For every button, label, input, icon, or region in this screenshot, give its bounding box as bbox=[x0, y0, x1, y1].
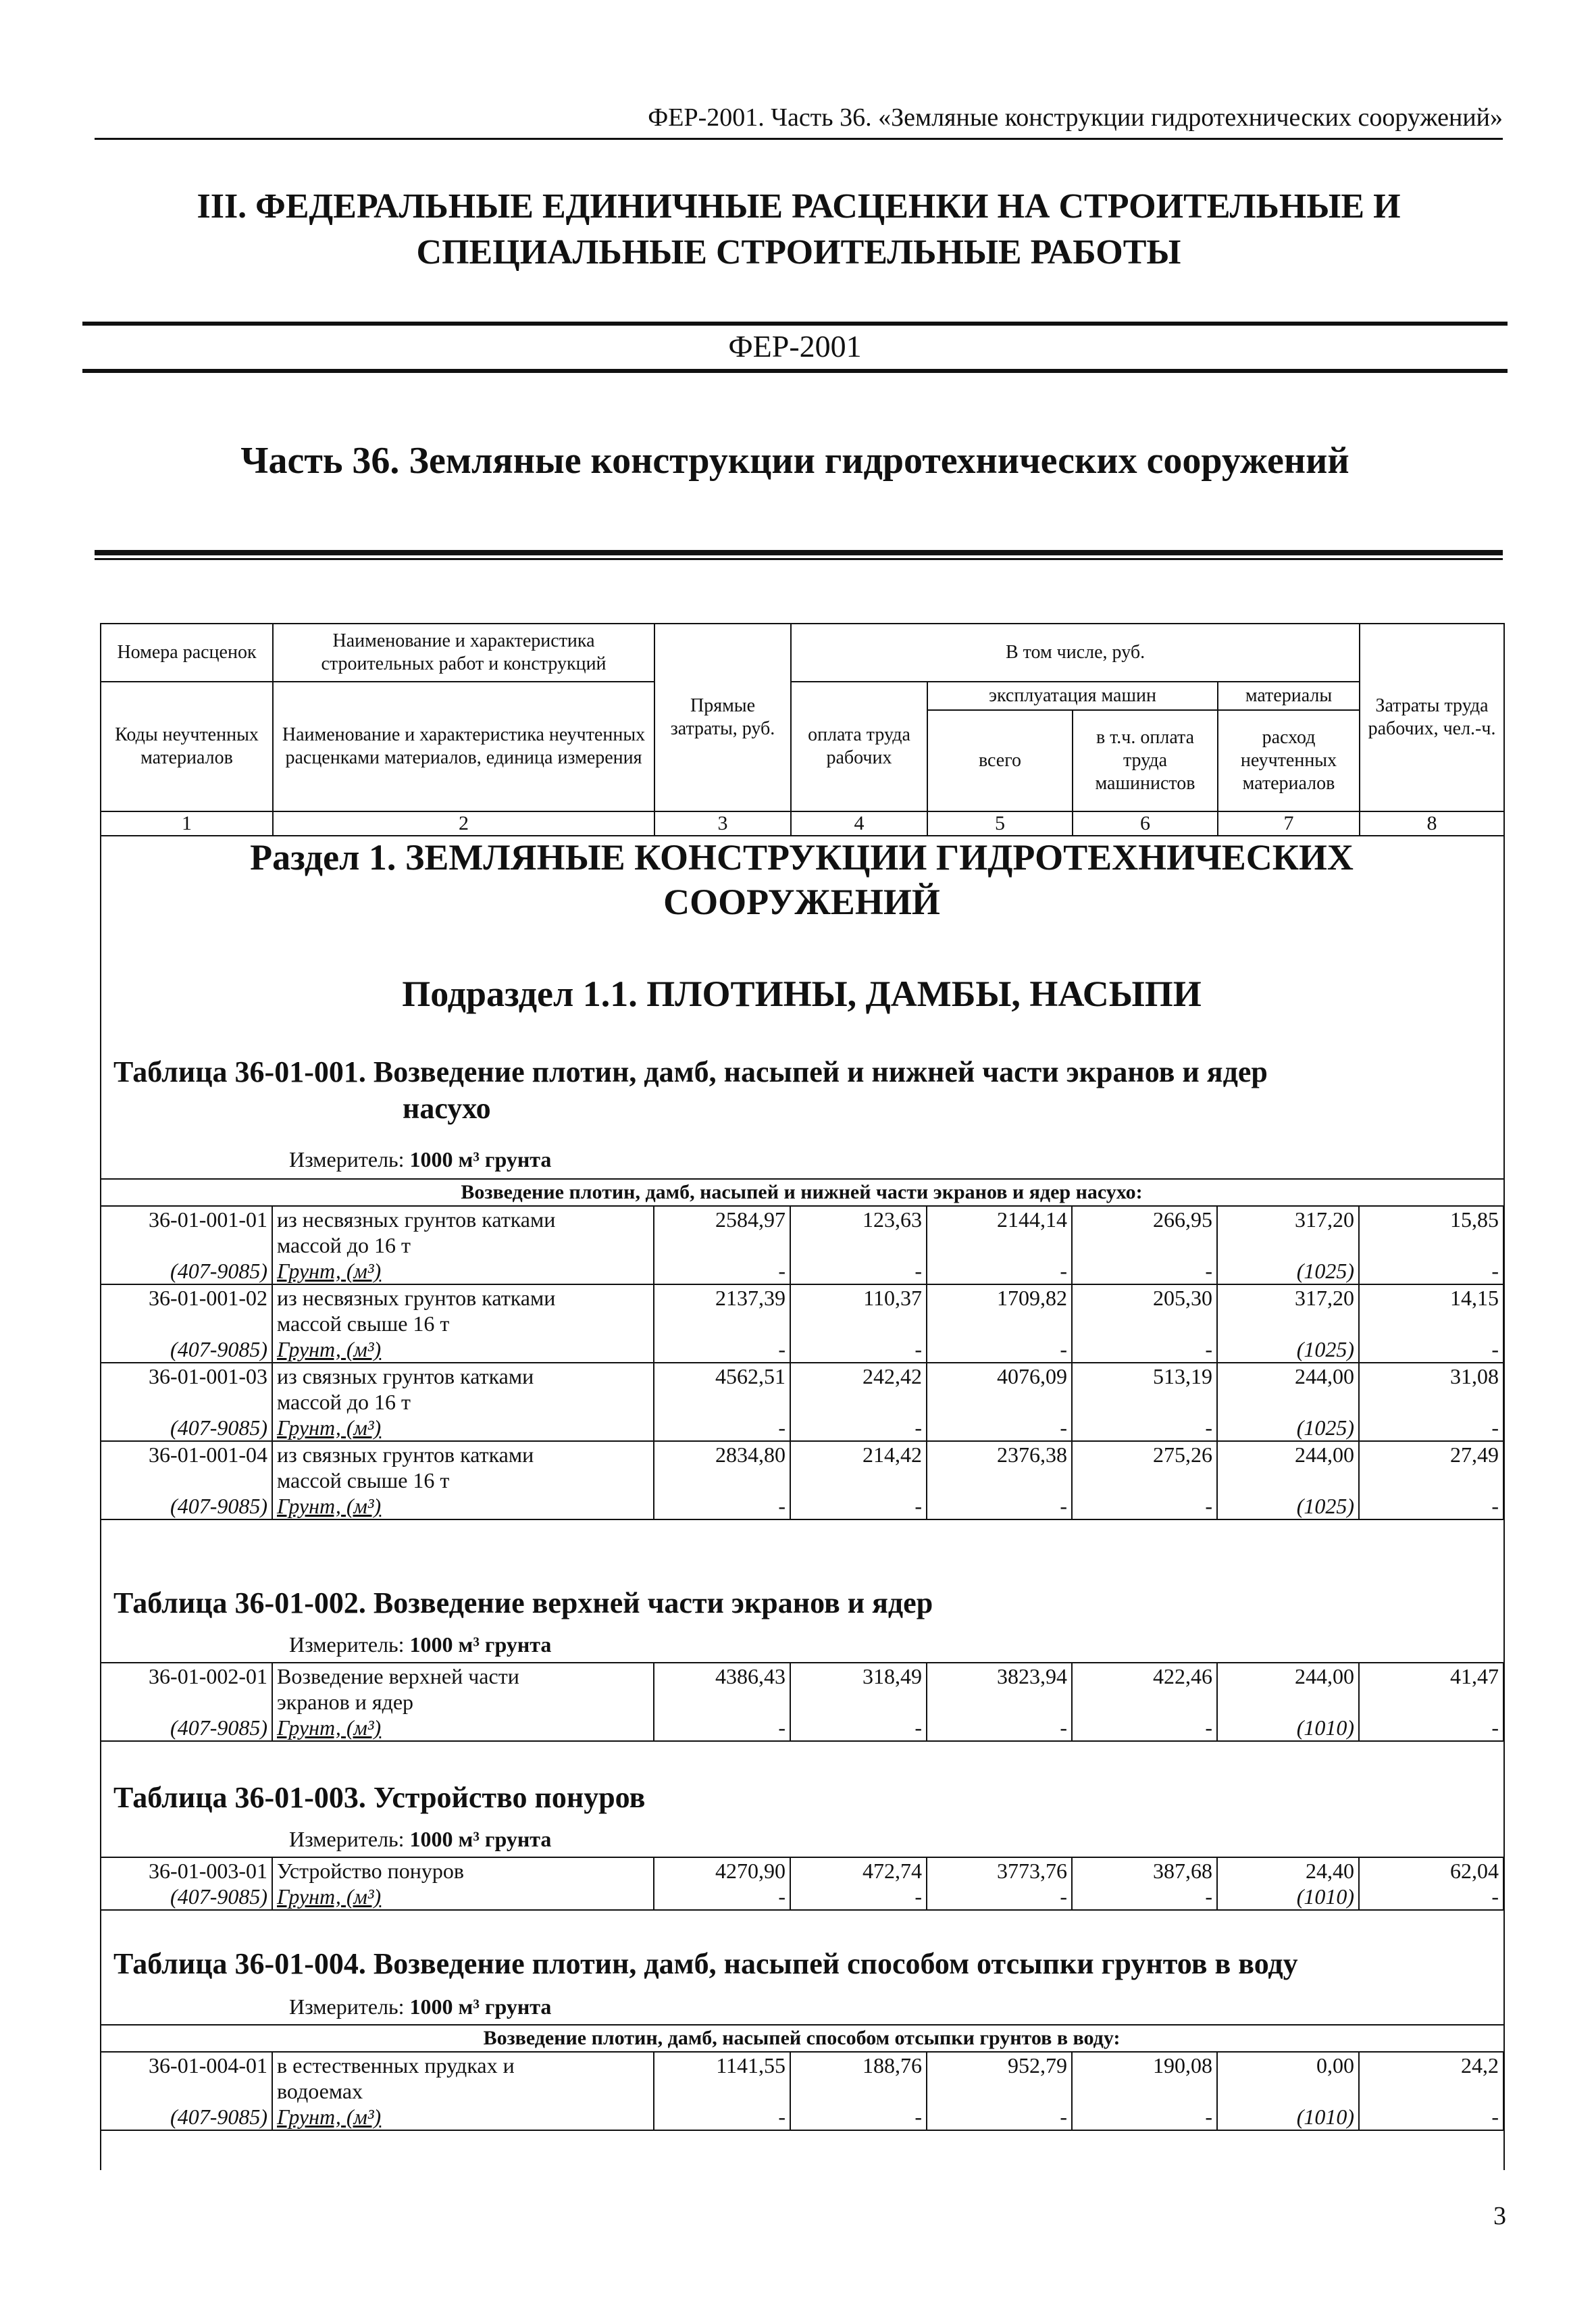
section-title-line-2: СООРУЖЕНИЙ bbox=[663, 882, 940, 922]
column-number: 1 bbox=[101, 811, 273, 836]
subsection-title: Подраздел 1.1. ПЛОТИНЫ, ДАМБЫ, НАСЫПИ bbox=[402, 974, 1202, 1014]
labor-hours: 31,08 bbox=[1359, 1363, 1503, 1415]
column-number: 2 bbox=[273, 811, 654, 836]
empty-value: - bbox=[654, 1715, 790, 1741]
machines-total: 2376,38 bbox=[927, 1441, 1072, 1493]
empty-value: - bbox=[790, 1884, 927, 1910]
direct-costs: 1141,55 bbox=[654, 2052, 790, 2104]
machines-total: 2144,14 bbox=[927, 1206, 1072, 1258]
empty-value: - bbox=[790, 1258, 927, 1284]
measure-value: 1000 м³ грунта bbox=[409, 1994, 552, 2019]
rate-code-continuation bbox=[100, 1467, 272, 1493]
machines-total: 3823,94 bbox=[927, 1663, 1072, 1715]
column-number: 7 bbox=[1218, 811, 1360, 836]
rate-code-continuation bbox=[100, 1311, 272, 1336]
rate-code-continuation bbox=[100, 1689, 272, 1715]
materials-cost: 244,00 bbox=[1217, 1663, 1359, 1715]
empty-value: - bbox=[1072, 1715, 1217, 1741]
rate-code: 36-01-004-01 bbox=[100, 2052, 272, 2078]
table-title-line-1: Таблица 36-01-001. Возведение плотин, дамб, насыпей и нижней части экранов и ядер bbox=[113, 1055, 1268, 1088]
labor-pay: 318,49 bbox=[790, 1663, 927, 1715]
empty-value: - bbox=[654, 1336, 790, 1363]
header-material-name: Наименование и характеристика неучтенных расценками материалов, единица измерения bbox=[273, 682, 654, 811]
direct-costs: 2834,80 bbox=[654, 1441, 790, 1493]
material-code: (407-9085) bbox=[100, 1493, 272, 1519]
table-group-heading: Возведение плотин, дамб, насыпей способом отсыпки грунтов в воду: bbox=[100, 2025, 1503, 2052]
material-row bbox=[100, 1715, 1503, 1741]
material-row bbox=[100, 1415, 1503, 1441]
empty-value: - bbox=[927, 1336, 1072, 1363]
page-number: 3 bbox=[1493, 2202, 1506, 2230]
operators-pay: 513,19 bbox=[1072, 1363, 1217, 1415]
materials-cost: 0,00 bbox=[1217, 2052, 1359, 2104]
empty-value: - bbox=[1359, 1493, 1503, 1519]
header-operators-pay: в т.ч. оплата труда машинистов bbox=[1073, 710, 1218, 811]
header-machines-group: эксплуатация машин bbox=[927, 682, 1218, 710]
empty-value: - bbox=[927, 1884, 1072, 1910]
work-name: водоемах bbox=[272, 2078, 654, 2104]
empty-value: - bbox=[1359, 1258, 1503, 1284]
empty-value: - bbox=[1072, 1884, 1217, 1910]
column-number: 4 bbox=[791, 811, 927, 836]
material-code: (407-9085) bbox=[100, 1884, 272, 1910]
empty-value: - bbox=[790, 2104, 927, 2130]
table-row bbox=[100, 1663, 1503, 1689]
material-name: Грунт, (м³) bbox=[272, 1884, 654, 1910]
table-measure bbox=[289, 1632, 551, 1657]
direct-costs: 2584,97 bbox=[654, 1206, 790, 1258]
materials-cost: 317,20 bbox=[1217, 1284, 1359, 1336]
material-name: Грунт, (м³) bbox=[272, 1715, 654, 1741]
measure-label: Измеритель: bbox=[289, 1632, 405, 1657]
machines-total: 952,79 bbox=[927, 2052, 1072, 2104]
direct-costs: 4270,90 bbox=[654, 1857, 790, 1884]
work-name: массой до 16 т bbox=[272, 1232, 654, 1258]
table-row bbox=[100, 1857, 1503, 1884]
measure-label: Измеритель: bbox=[289, 1827, 405, 1851]
header-materials-group: материалы bbox=[1218, 682, 1360, 710]
labor-hours: 24,2 bbox=[1359, 2052, 1503, 2104]
rates-table-36-01-001 bbox=[100, 1178, 1504, 1520]
materials-cost: 24,40 bbox=[1217, 1857, 1359, 1884]
labor-hours: 27,49 bbox=[1359, 1441, 1503, 1493]
operators-pay: 266,95 bbox=[1072, 1206, 1217, 1258]
page-header: ФЕР-2001. Часть 36. «Земляные конструкции гидротехнических сооружений» bbox=[648, 103, 1503, 132]
material-name: Грунт, (м³) bbox=[272, 1258, 654, 1284]
table-title-line-1: Таблица 36-01-004. Возведение плотин, дамб, насыпей способом отсыпки грунтов в воду bbox=[113, 1947, 1298, 1980]
direct-costs: 4386,43 bbox=[654, 1663, 790, 1715]
table-title-line-1: Таблица 36-01-003. Устройство понуров bbox=[113, 1781, 646, 1814]
material-quantity: (1025) bbox=[1217, 1336, 1359, 1363]
material-row bbox=[100, 1336, 1503, 1363]
rates-table-36-01-004 bbox=[100, 2024, 1504, 2131]
empty-value: - bbox=[654, 1884, 790, 1910]
operators-pay: 275,26 bbox=[1072, 1441, 1217, 1493]
labor-hours: 62,04 bbox=[1359, 1857, 1503, 1884]
empty-value: - bbox=[927, 1258, 1072, 1284]
empty-value: - bbox=[927, 2104, 1072, 2130]
table-row bbox=[100, 1363, 1503, 1389]
material-quantity: (1025) bbox=[1217, 1415, 1359, 1441]
header-work-name: Наименование и характеристика строительных работ и конструкций bbox=[273, 624, 654, 682]
column-header-table bbox=[100, 623, 1505, 836]
work-name: массой до 16 т bbox=[272, 1389, 654, 1415]
empty-value: - bbox=[927, 1493, 1072, 1519]
header-rate-number: Номера расценок bbox=[101, 624, 273, 682]
rule-thick bbox=[95, 550, 1503, 555]
material-row bbox=[100, 2104, 1503, 2130]
table-measure bbox=[289, 1994, 551, 2019]
table-title-line-1: Таблица 36-01-002. Возведение верхней части экранов и ядер bbox=[113, 1586, 933, 1619]
labor-hours: 14,15 bbox=[1359, 1284, 1503, 1336]
material-quantity: (1010) bbox=[1217, 1715, 1359, 1741]
rate-code: 36-01-001-01 bbox=[100, 1206, 272, 1232]
fer-rule-bottom bbox=[82, 369, 1508, 373]
table-row bbox=[100, 1284, 1503, 1311]
machines-total: 4076,09 bbox=[927, 1363, 1072, 1415]
operators-pay: 205,30 bbox=[1072, 1284, 1217, 1336]
rates-table-36-01-002 bbox=[100, 1662, 1504, 1742]
main-title-line-1: III. ФЕДЕРАЛЬНЫЕ ЕДИНИЧНЫЕ РАСЦЕНКИ НА СТРОИТЕЛЬНЫЕ И bbox=[197, 187, 1401, 226]
table-row bbox=[100, 2052, 1503, 2078]
labor-pay: 110,37 bbox=[790, 1284, 927, 1336]
section-title bbox=[101, 835, 1502, 924]
rate-code: 36-01-001-02 bbox=[100, 1284, 272, 1311]
header-direct-costs: Прямые затраты, руб. bbox=[654, 624, 791, 811]
empty-value: - bbox=[654, 1258, 790, 1284]
empty-value: - bbox=[1072, 1493, 1217, 1519]
empty-value: - bbox=[790, 1493, 927, 1519]
rate-code: 36-01-003-01 bbox=[100, 1857, 272, 1884]
empty-value: - bbox=[1359, 1336, 1503, 1363]
empty-value: - bbox=[1359, 1715, 1503, 1741]
material-code: (407-9085) bbox=[100, 1258, 272, 1284]
rate-code: 36-01-002-01 bbox=[100, 1663, 272, 1689]
material-code: (407-9085) bbox=[100, 1715, 272, 1741]
measure-label: Измеритель: bbox=[289, 1147, 405, 1172]
rates-table-36-01-003 bbox=[100, 1857, 1504, 1911]
empty-value: - bbox=[927, 1715, 1072, 1741]
table-row bbox=[100, 1441, 1503, 1467]
material-quantity: (1025) bbox=[1217, 1493, 1359, 1519]
header-material-codes: Коды неучтенных материалов bbox=[101, 682, 273, 811]
labor-pay: 472,74 bbox=[790, 1857, 927, 1884]
material-quantity: (1010) bbox=[1217, 1884, 1359, 1910]
table-title bbox=[113, 1585, 1464, 1621]
work-name: массой свыше 16 т bbox=[272, 1311, 654, 1336]
labor-pay: 214,42 bbox=[790, 1441, 927, 1493]
empty-value: - bbox=[790, 1336, 927, 1363]
material-row bbox=[100, 1884, 1503, 1910]
empty-value: - bbox=[1072, 1415, 1217, 1441]
rate-code-continuation bbox=[100, 1389, 272, 1415]
material-code: (407-9085) bbox=[100, 2104, 272, 2130]
operators-pay: 387,68 bbox=[1072, 1857, 1217, 1884]
work-name: экранов и ядер bbox=[272, 1689, 654, 1715]
column-number: 5 bbox=[927, 811, 1073, 836]
empty-value: - bbox=[790, 1715, 927, 1741]
column-number: 3 bbox=[654, 811, 791, 836]
material-row bbox=[100, 1258, 1503, 1284]
header-machines-total: всего bbox=[927, 710, 1073, 811]
rate-code: 36-01-001-03 bbox=[100, 1363, 272, 1389]
table-title bbox=[113, 1054, 1464, 1127]
machines-total: 1709,82 bbox=[927, 1284, 1072, 1336]
measure-value: 1000 м³ грунта bbox=[409, 1827, 552, 1851]
measure-value: 1000 м³ грунта bbox=[409, 1632, 552, 1657]
header-including-group: В том числе, руб. bbox=[791, 624, 1360, 682]
table-measure bbox=[289, 1827, 551, 1852]
empty-value: - bbox=[790, 1415, 927, 1441]
labor-pay: 188,76 bbox=[790, 2052, 927, 2104]
work-name: массой свыше 16 т bbox=[272, 1467, 654, 1493]
rule-thin bbox=[95, 558, 1503, 560]
table-title bbox=[113, 1946, 1464, 1982]
empty-value: - bbox=[654, 2104, 790, 2130]
table-group-heading: Возведение плотин, дамб, насыпей и нижней части экранов и ядер насухо: bbox=[100, 1179, 1503, 1206]
material-code: (407-9085) bbox=[100, 1336, 272, 1363]
rate-code-continuation bbox=[100, 1232, 272, 1258]
empty-value: - bbox=[654, 1493, 790, 1519]
material-name: Грунт, (м³) bbox=[272, 1493, 654, 1519]
main-title-line-2: СПЕЦИАЛЬНЫЕ СТРОИТЕЛЬНЫЕ РАБОТЫ bbox=[416, 233, 1181, 272]
work-name: из несвязных грунтов катками bbox=[272, 1284, 654, 1311]
materials-cost: 317,20 bbox=[1217, 1206, 1359, 1258]
work-name: Устройство понуров bbox=[272, 1857, 654, 1884]
header-rule bbox=[95, 138, 1503, 140]
empty-value: - bbox=[927, 1415, 1072, 1441]
rate-code-continuation bbox=[100, 2078, 272, 2104]
direct-costs: 2137,39 bbox=[654, 1284, 790, 1336]
rate-code: 36-01-001-04 bbox=[100, 1441, 272, 1467]
main-title bbox=[95, 184, 1503, 276]
part-title: Часть 36. Земляные конструкции гидротехнических сооружений bbox=[240, 440, 1349, 482]
operators-pay: 422,46 bbox=[1072, 1663, 1217, 1715]
labor-pay: 123,63 bbox=[790, 1206, 927, 1258]
table-row bbox=[100, 1206, 1503, 1232]
measure-value: 1000 м³ грунта bbox=[409, 1147, 552, 1172]
empty-value: - bbox=[654, 1415, 790, 1441]
material-name: Грунт, (м³) bbox=[272, 1336, 654, 1363]
table-title bbox=[113, 1780, 1464, 1816]
work-name: Возведение верхней части bbox=[272, 1663, 654, 1689]
header-labor-pay: оплата труда рабочих bbox=[791, 682, 927, 811]
fer-rule-top bbox=[82, 322, 1508, 326]
material-name: Грунт, (м³) bbox=[272, 1415, 654, 1441]
work-name: из связных грунтов катками bbox=[272, 1441, 654, 1467]
table-title-line-2: насухо bbox=[403, 1092, 491, 1125]
work-name: из несвязных грунтов катками bbox=[272, 1206, 654, 1232]
material-row bbox=[100, 1493, 1503, 1519]
material-code: (407-9085) bbox=[100, 1415, 272, 1441]
empty-value: - bbox=[1072, 1258, 1217, 1284]
table-measure bbox=[289, 1147, 551, 1172]
column-number: 8 bbox=[1360, 811, 1504, 836]
materials-cost: 244,00 bbox=[1217, 1363, 1359, 1415]
machines-total: 3773,76 bbox=[927, 1857, 1072, 1884]
material-quantity: (1010) bbox=[1217, 2104, 1359, 2130]
measure-label: Измеритель: bbox=[289, 1994, 405, 2019]
empty-value: - bbox=[1359, 1415, 1503, 1441]
work-name: из связных грунтов катками bbox=[272, 1363, 654, 1389]
direct-costs: 4562,51 bbox=[654, 1363, 790, 1415]
labor-hours: 41,47 bbox=[1359, 1663, 1503, 1715]
empty-value: - bbox=[1072, 1336, 1217, 1363]
work-name: в естественных прудках и bbox=[272, 2052, 654, 2078]
header-labor-hours: Затраты труда рабочих, чел.-ч. bbox=[1360, 624, 1504, 811]
operators-pay: 190,08 bbox=[1072, 2052, 1217, 2104]
header-materials-consumption: расход неучтенных материалов bbox=[1218, 710, 1360, 811]
empty-value: - bbox=[1359, 2104, 1503, 2130]
fer-label: ФЕР-2001 bbox=[728, 329, 862, 363]
column-number: 6 bbox=[1073, 811, 1218, 836]
labor-hours: 15,85 bbox=[1359, 1206, 1503, 1258]
empty-value: - bbox=[1072, 2104, 1217, 2130]
material-name: Грунт, (м³) bbox=[272, 2104, 654, 2130]
materials-cost: 244,00 bbox=[1217, 1441, 1359, 1493]
section-title-line-1: Раздел 1. ЗЕМЛЯНЫЕ КОНСТРУКЦИИ ГИДРОТЕХНИЧЕСКИХ bbox=[250, 837, 1354, 878]
material-quantity: (1025) bbox=[1217, 1258, 1359, 1284]
labor-pay: 242,42 bbox=[790, 1363, 927, 1415]
empty-value: - bbox=[1359, 1884, 1503, 1910]
